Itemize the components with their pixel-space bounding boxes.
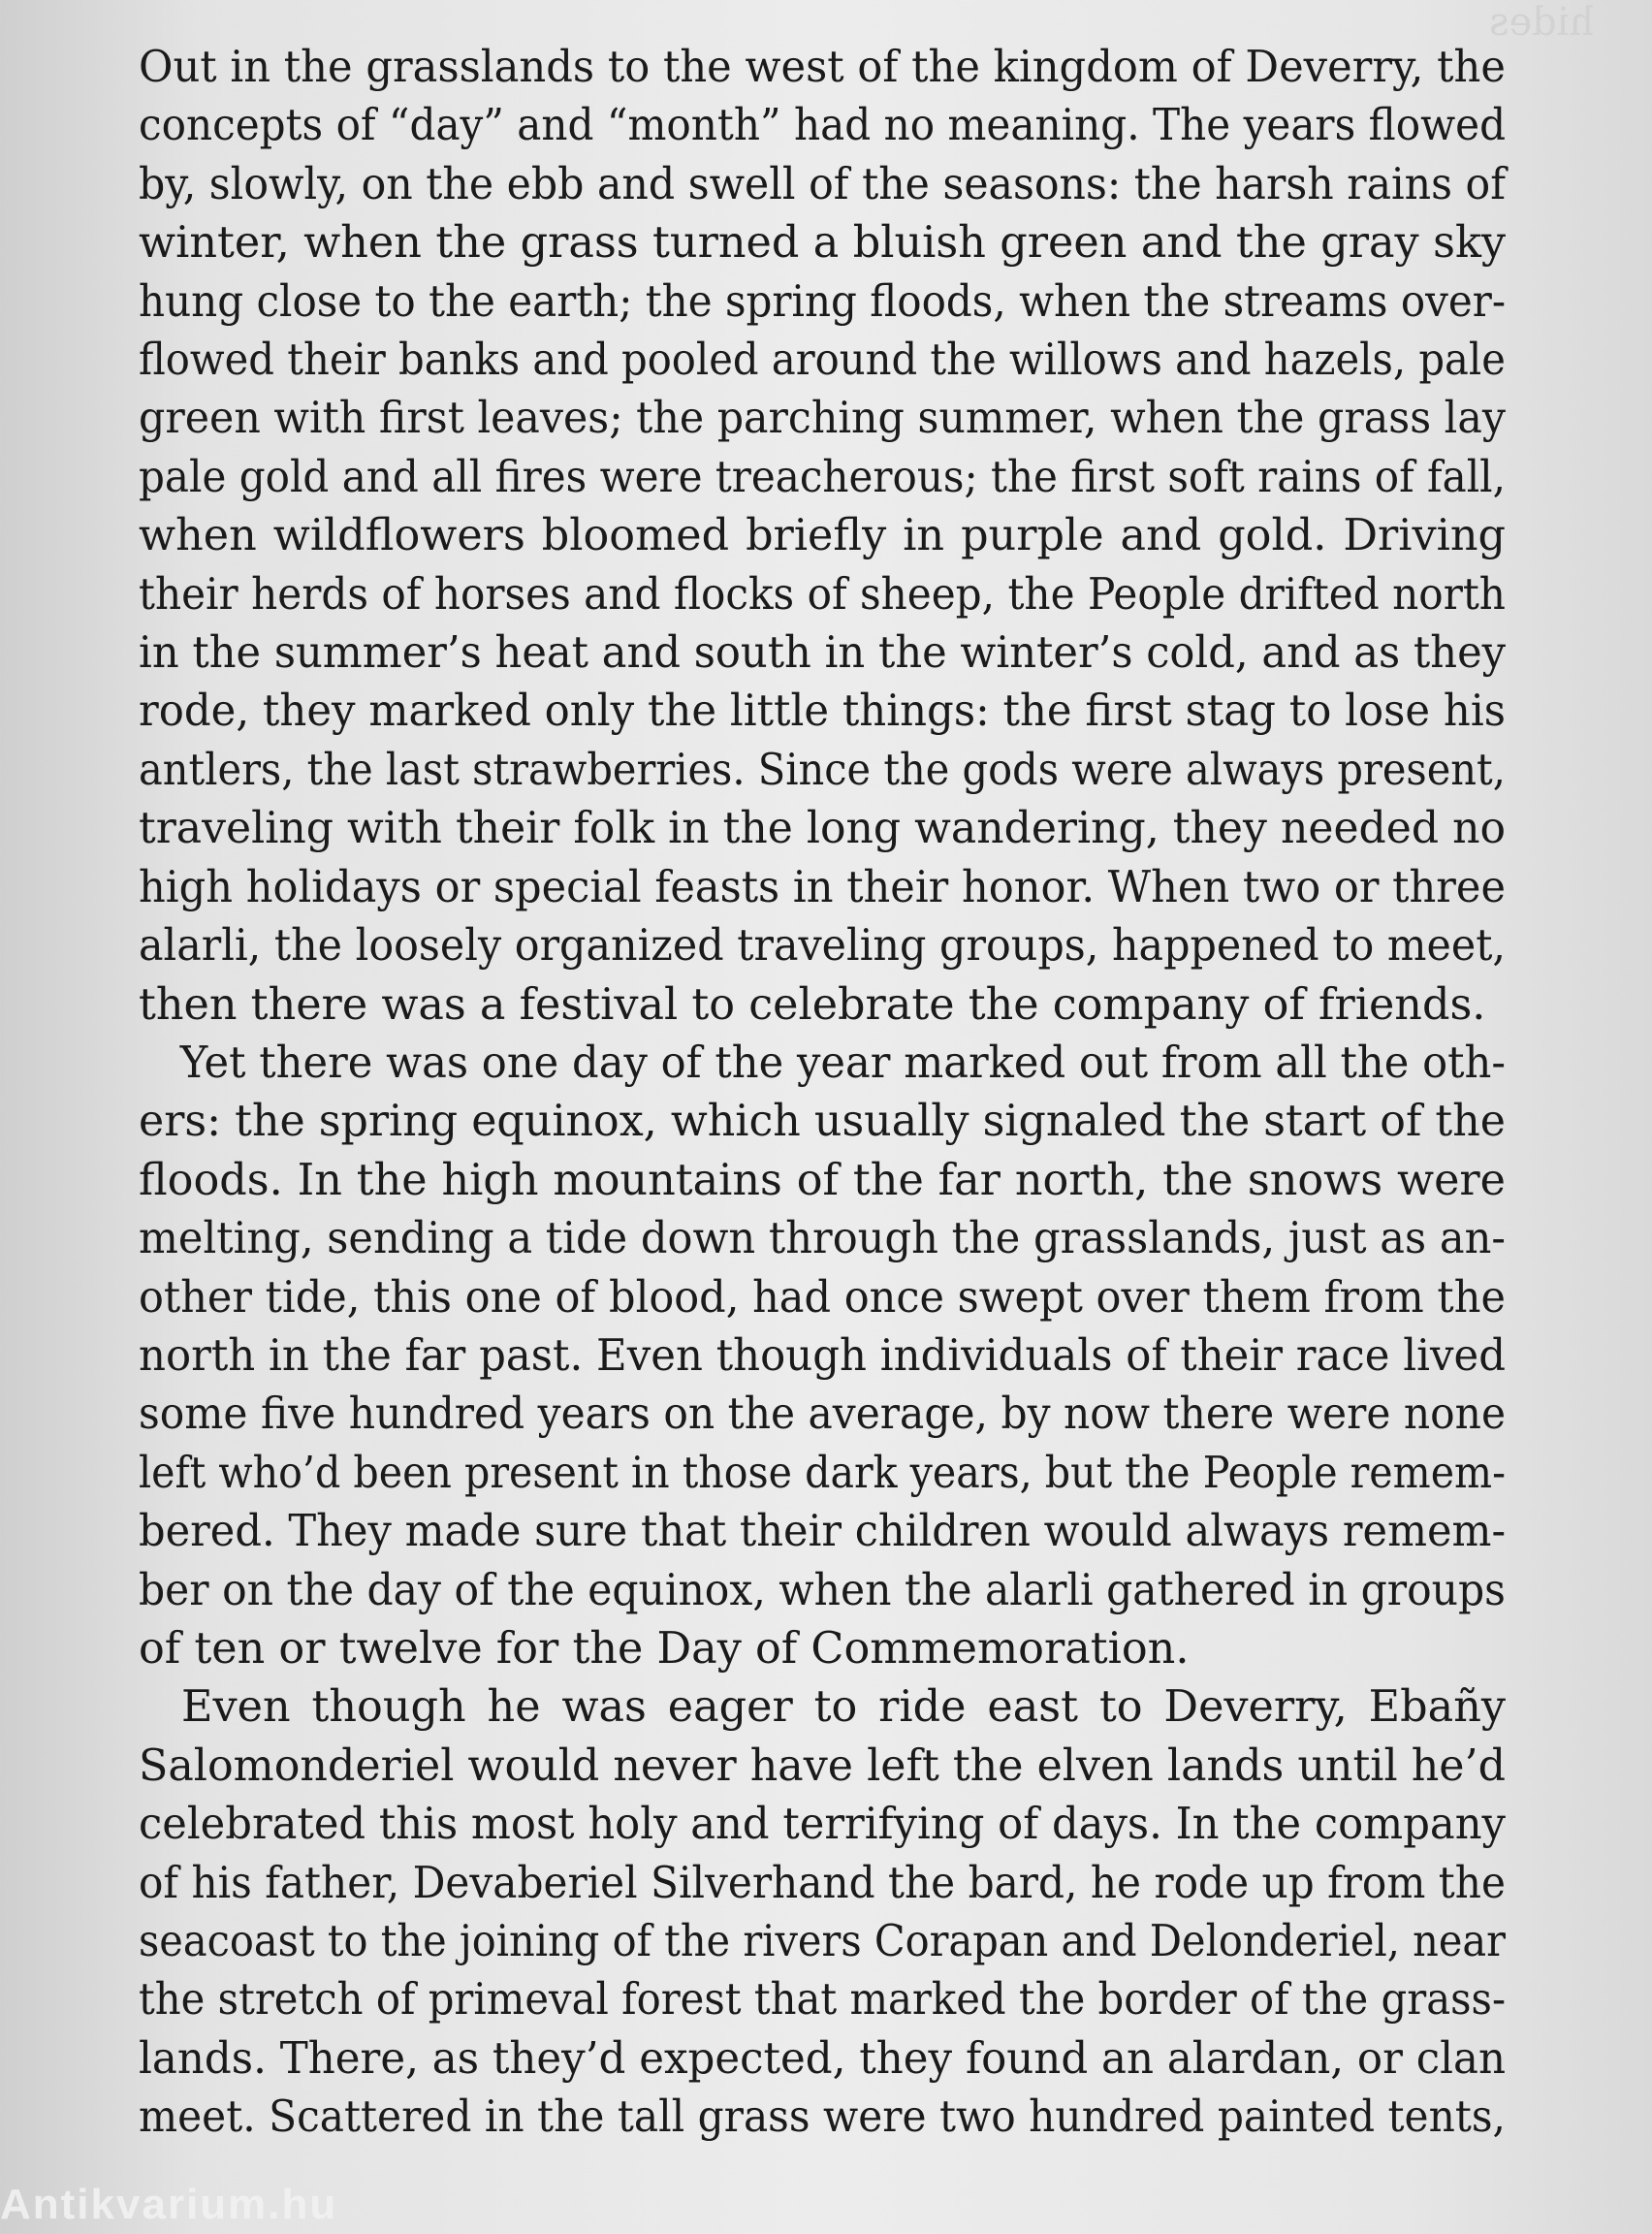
text-line: seacoast to the joining of the rivers Corapan and Delonderiel, near (139, 1917, 1507, 1966)
text-line: by, slowly, on the ebb and swell of the seasons: the harsh rains of (139, 159, 1506, 209)
text-line: rode, they marked only the little things: the first stag to lose his (139, 686, 1507, 737)
text-line: lands. There, as they’d expected, they found an alardan, or clan (139, 2033, 1507, 2084)
text-line: Out in the grasslands to the west of the kingdom of Deverry, the (139, 43, 1506, 92)
paragraph (139, 1678, 1508, 2147)
text-line: flowed their banks and pooled around the willows and hazels, pale (139, 335, 1506, 386)
text-line: other tide, this one of blood, had once swept over them from the (139, 1272, 1506, 1323)
show-through-text: hides (1488, 0, 1594, 45)
paragraph (139, 39, 1508, 1035)
text-line: pale gold and all fires were treacherous; the first soft rains of fall, (139, 452, 1506, 502)
text-line: Yet there was one day of the year marked out from all the oth- (179, 1037, 1506, 1088)
text-line: meet. Scattered in the tall grass were two hundred painted tents, (139, 2092, 1507, 2143)
text-line: winter, when the grass turned a bluish green and the gray sky (139, 218, 1507, 269)
text-line: ers: the spring equinox, which usually signaled the start of the (139, 1097, 1507, 1147)
text-line: bered. They made sure that their children would always remem- (139, 1507, 1507, 1557)
text-line: of ten or twelve for the Day of Commemoration. (139, 1623, 1190, 1674)
text-line: their herds of horses and flocks of sheep, the People drifted north (139, 569, 1506, 620)
text-line: north in the far past. Even though individuals of their race lived (139, 1330, 1506, 1381)
text-line: Salomonderiel would never have left the elven lands until he’d (139, 1740, 1506, 1791)
text-line: when wildflowers bloomed briefly in purple and gold. Driving (139, 511, 1507, 561)
text-line: celebrated this most holy and terrifying of days. In the company (139, 1800, 1507, 1850)
text-line: green with first leaves; the parching summer, when the grass lay (139, 394, 1506, 444)
book-page (139, 39, 1508, 2162)
text-line: ber on the day of the equinox, when the alarli gathered in groups (139, 1565, 1506, 1615)
text-line: Even though he was eager to ride east to Deverry, Ebañy (181, 1682, 1506, 1733)
text-line: hung close to the earth; the spring floods, when the streams over- (139, 276, 1507, 327)
text-line: the stretch of primeval forest that marked the border of the grass- (139, 1975, 1507, 2026)
text-line: then there was a festival to celebrate the company of friends. (139, 979, 1486, 1030)
text-line: of his father, Devaberiel Silverhand the bard, he rode up from the (139, 1858, 1506, 1908)
text-line: alarli, the loosely organized traveling groups, happened to meet, (139, 921, 1507, 972)
watermark: Antikvarium.hu (0, 2181, 338, 2228)
paragraph (139, 1035, 1508, 1678)
text-line: some five hundred years on the average, by now there were none (139, 1389, 1507, 1440)
text-line: left who’d been present in those dark years, but the People remem- (139, 1448, 1506, 1498)
text-line: melting, sending a tide down through the grasslands, just as an- (139, 1214, 1506, 1264)
text-line: concepts of “day” and “month” had no meaning. The years flowed (139, 101, 1507, 151)
text-line: floods. In the high mountains of the far north, the snows were (139, 1155, 1507, 1205)
text-line: in the summer’s heat and south in the winter’s cold, and as they (139, 628, 1507, 679)
text-line: antlers, the last strawberries. Since the gods were always present, (139, 745, 1506, 795)
text-line: traveling with their folk in the long wandering, they needed no (139, 804, 1507, 854)
text-line: high holidays or special feasts in their honor. When two or three (139, 862, 1506, 912)
